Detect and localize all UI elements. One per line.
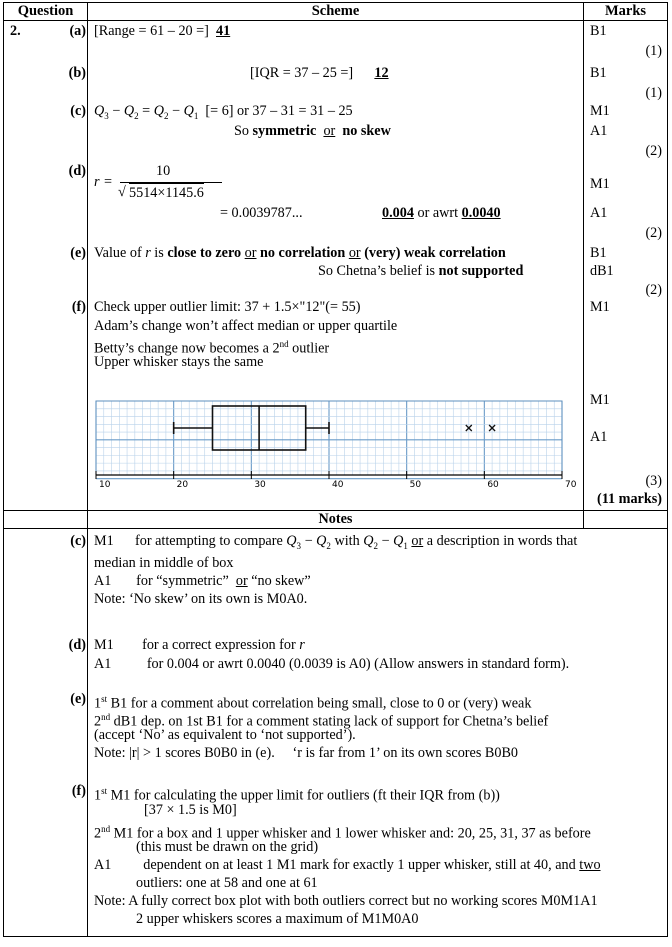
axis-tick-label: 50 xyxy=(409,480,422,490)
notes-e-label: (e) xyxy=(70,691,86,707)
part-f-line2: Adam’s change won’t affect median or upper quartile xyxy=(94,318,398,334)
part-c-label: (c) xyxy=(70,103,86,119)
notes-f-line5: A1 dependent on at least 1 M1 mark for exactly 1 upper whisker, still at 40, and two xyxy=(94,857,601,873)
part-a-label: (a) xyxy=(69,23,86,39)
scheme-column xyxy=(88,21,584,511)
total-c: (2) xyxy=(645,143,662,159)
total-f: (3) xyxy=(645,473,662,489)
part-d-formula: r = 10 √ 5514×1145.6 xyxy=(94,161,294,211)
part-a-answer: [Range = 61 – 20 =] 41 xyxy=(94,23,231,39)
mark-d-m1: M1 xyxy=(590,176,610,192)
axis-tick-label: 40 xyxy=(332,480,344,490)
header-question: Question xyxy=(4,3,88,21)
notes-d-line2: A1 for 0.004 or awrt 0.0040 (0.0039 is A0) (Allow answers in standard form). xyxy=(94,656,570,672)
notes-f-label: (f) xyxy=(71,783,86,799)
mark-f-a1: A1 xyxy=(590,429,608,445)
total-b: (1) xyxy=(645,85,662,101)
notes-f-line2: [37 × 1.5 is M0] xyxy=(144,802,237,818)
mark-f-m1-first: M1 xyxy=(590,299,610,315)
notes-f-line7: Note: A fully correct box plot with both outliers correct but no working scores M0M1A1 xyxy=(94,893,598,909)
axis-tick-label: 30 xyxy=(254,480,266,490)
total-e: (2) xyxy=(645,282,662,298)
question-column xyxy=(4,21,88,511)
part-c-line1: $Q_3 - Q_2 = Q_2 - Q_1$ [= 6] or 37 – 31 = 31 – 25 xyxy=(94,103,353,121)
part-d-result: = 0.0039787... xyxy=(220,205,303,221)
mark-e-b1: B1 xyxy=(590,245,607,261)
box-plot-grid xyxy=(94,399,577,491)
notes-f-line6: outliers: one at 58 and one at 61 xyxy=(136,875,318,891)
notes-c-label: (c) xyxy=(70,533,86,549)
total-a: (1) xyxy=(645,43,662,59)
grand-total: (11 marks) xyxy=(596,491,662,507)
axis-tick-label: 70 xyxy=(565,480,577,490)
mark-a: B1 xyxy=(590,23,607,39)
part-f-line4: Upper whisker stays the same xyxy=(94,354,264,370)
notes-e-line1: 1st B1 for a comment about correlation being small, close to 0 or (very) weak xyxy=(94,694,532,712)
part-d-label: (d) xyxy=(68,163,86,179)
notes-f-line8: 2 upper whiskers scores a maximum of M1M0A0 xyxy=(136,911,419,927)
question-number: 2. xyxy=(10,23,21,39)
notes-label-column xyxy=(4,529,88,937)
mark-c-m1: M1 xyxy=(590,103,610,119)
mark-f-m1-second: M1 xyxy=(590,392,610,408)
notes-f-line3: 2nd M1 for a box and 1 upper whisker and 1 lower whisker and: 20, 25, 31, 37 as before xyxy=(94,824,591,842)
part-f-line3: Betty’s change now becomes a 2nd outlier xyxy=(94,339,330,357)
mark-b: B1 xyxy=(590,65,607,81)
mark-e-db1: dB1 xyxy=(590,263,614,279)
mark-d-a1: A1 xyxy=(590,205,608,221)
header-marks: Marks xyxy=(584,3,668,21)
part-c-line2: So symmetric or no skew xyxy=(234,123,391,139)
notes-c-line1: M1 for attempting to compare $Q_3 - Q_2$ with $Q_2 - Q_1$ or a description in words that xyxy=(94,533,578,551)
mark-c-a1: A1 xyxy=(590,123,608,139)
part-d-answer: 0.004 or awrt 0.0040 xyxy=(382,205,501,221)
notes-e-line4: Note: |r| > 1 scores B0B0 in (e). ‘r is far from 1’ on its own scores B0B0 xyxy=(94,745,519,761)
notes-c-line4: Note: ‘No skew’ on its own is M0A0. xyxy=(94,591,308,607)
notes-d-line1: M1 for a correct expression for r xyxy=(94,637,305,653)
notes-c-line3: A1 for “symmetric” or “no skew” xyxy=(94,573,311,589)
part-b-answer: [IQR = 37 – 25 =] 12 xyxy=(250,65,389,81)
part-e-label: (e) xyxy=(70,245,86,261)
part-e-line1: Value of r is close to zero or no correlation or (very) weak correlation xyxy=(94,245,506,261)
axis-tick-label: 20 xyxy=(176,480,189,490)
axis-tick-label: 10 xyxy=(99,480,111,490)
notes-title: Notes xyxy=(88,511,584,529)
axis-tick-label: 60 xyxy=(487,480,499,490)
part-f-label: (f) xyxy=(71,299,86,315)
part-f-line1: Check upper outlier limit: 37 + 1.5×"12"(= 55) xyxy=(94,299,361,315)
notes-f-line4: (this must be drawn on the grid) xyxy=(136,839,319,855)
notes-d-label: (d) xyxy=(68,637,86,653)
notes-f-line1: 1st M1 for calculating the upper limit for outliers (ft their IQR from (b)) xyxy=(94,786,500,804)
part-e-line2: So Chetna’s belief is not supported xyxy=(318,263,524,279)
notes-e-line3: (accept ‘No’ as equivalent to ‘not supported’). xyxy=(94,727,356,743)
notes-e-line2: 2nd dB1 dep. on 1st B1 for a comment stating lack of support for Chetna’s belief xyxy=(94,712,549,730)
part-b-label: (b) xyxy=(68,65,86,81)
header-scheme: Scheme xyxy=(88,3,584,21)
notes-content xyxy=(88,529,668,937)
marks-column xyxy=(584,21,668,511)
notes-c-line2: median in middle of box xyxy=(94,555,234,571)
total-d: (2) xyxy=(645,225,662,241)
